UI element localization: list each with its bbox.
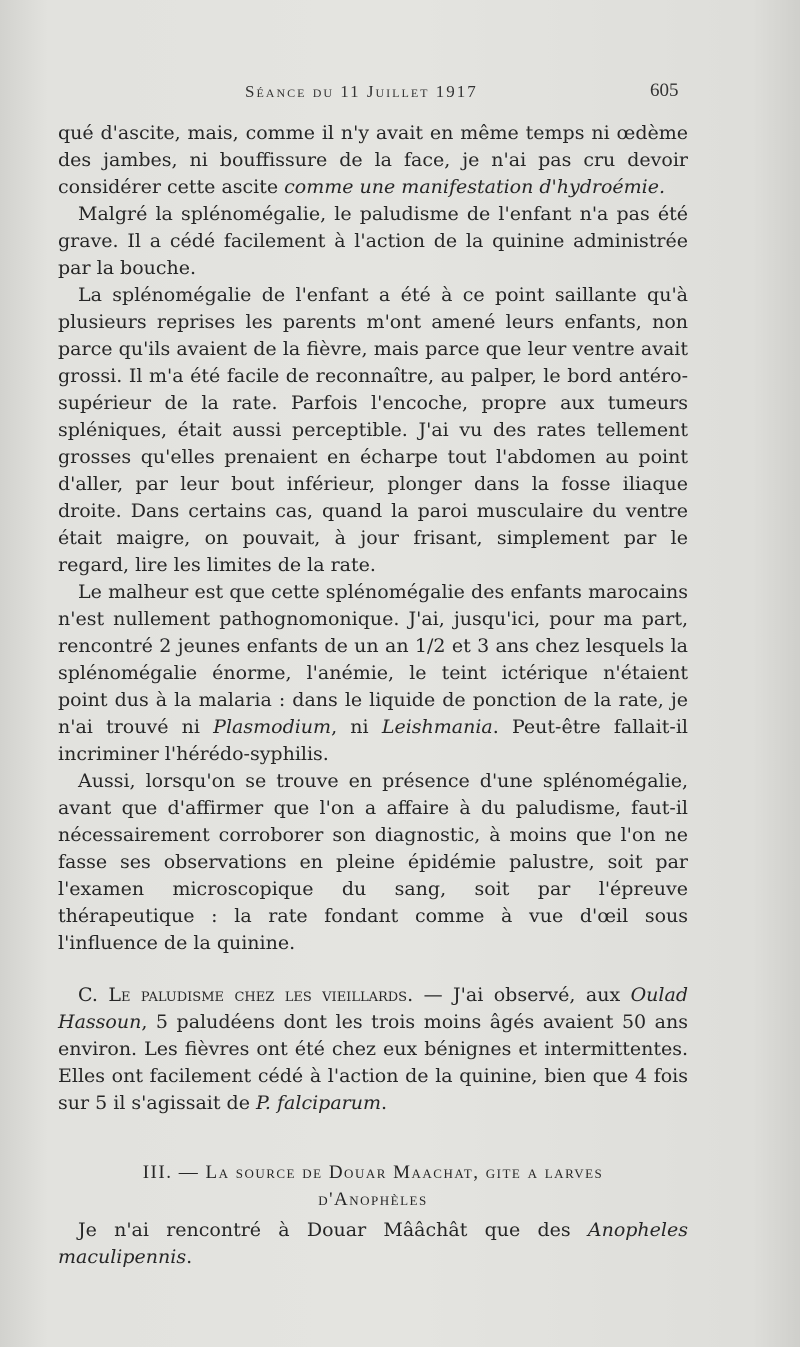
paragraph-text: , 5 paludéens dont les trois moins âgés avaient 50 ans environ. Les fièvres ont été chez eux bénignes et intermittentes. Elles ont facilement cédé à l'action de la quinine, bien que 4 fois sur 5 il s'agissait de: [58, 1011, 688, 1114]
paragraph-ascite: [58, 120, 688, 201]
paragraph-text: .: [381, 1092, 388, 1114]
paragraph-text: . Peut-être fallait-il incriminer l'hérédo-syphilis.: [58, 716, 688, 765]
paragraph-malheur: [58, 579, 688, 768]
species-name: Plasmodium: [213, 716, 332, 738]
paragraph-text: qué d'ascite, mais, comme il n'y avait en même temps ni œdème des jambes, ni bouffissure de la face, je n'ai pas cru devoir considérer cette ascite: [58, 122, 688, 198]
running-title: Séance du 11 Juillet 1917: [245, 82, 478, 101]
section-heading: [58, 1159, 688, 1213]
paragraph-aussi: Aussi, lorsqu'on se trouve en présence d'une splénomégalie, avant que d'affirmer que l'on a affaire à du paludisme, faut-il nécessairement corroborer son diagnostic, à moins que l'on ne fasse ses observations en pleine épidémie palustre, soit par l'examen microscopique du sang, soit par l'épreuve thérapeutique : la rate fondant comme à vue d'œil sous l'influence de la quinine.: [58, 770, 688, 954]
paragraph-douar: [58, 1217, 688, 1271]
heading-line: III. — La source de Douar Maachat, gite a larves: [142, 1162, 604, 1183]
heading-line: d'Anophèles: [318, 1189, 428, 1210]
running-head: [0, 76, 800, 106]
paragraph-splenomegalie: Malgré la splénomégalie, le paludisme de l'enfant n'a pas été grave. Il a cédé facilement à l'action de la quinine administrée par la bouche.: [58, 203, 688, 279]
body-text: [58, 120, 688, 1271]
paragraph-text: Je n'ai rencontré à Douar Mââchât que des: [78, 1219, 588, 1241]
paragraph-text: Le malheur est que cette splénomégalie des enfants marocains n'est nullement pathognomonique. J'ai, jusqu'ici, pour ma part, rencontré 2 jeunes enfants de un an 1/2 et 3 ans chez lesquels la splénomégalie énorme, l'anémie, le teint ictérique n'étaient point dus à la malaria : dans le liquide de ponction de la rate, je n'ai trouvé ni: [58, 581, 688, 738]
paragraph-saillante: La splénomégalie de l'enfant a été à ce point saillante qu'à plusieurs reprises les parents m'ont amené leurs enfants, non parce qu'ils avaient de la fièvre, mais parce que leur ventre avait grossi. Il m'a été facile de reconnaître, au palper, le bord antéro-supérieur de la rate. Parfois l'encoche, propre aux tumeurs spléniques, était aussi perceptible. J'ai vu des rates tellement grosses qu'elles prenaient en écharpe tout l'abdomen au point d'aller, par leur bout inférieur, plonger dans la fosse iliaque droite. Dans certains cas, quand la paroi musculaire du ventre était maigre, on pouvait, à jour frisant, simplement par le regard, lire les limites de la rate.: [58, 284, 688, 576]
page-number: 605: [650, 80, 679, 101]
paragraph-vieillards: [58, 982, 688, 1117]
italic-phrase: comme une manifestation d'hydroémie.: [284, 176, 666, 198]
species-name: Leishmania: [381, 716, 493, 738]
species-name: P. falciparum: [256, 1092, 381, 1114]
paragraph-text: — J'ai observé, aux: [413, 984, 631, 1006]
paragraph-text: .: [186, 1246, 193, 1268]
paragraph-text: , ni: [331, 716, 382, 738]
place-name: Oulad Hassoun: [58, 984, 688, 1033]
section-label: C. Le paludisme chez les vieillards.: [78, 984, 414, 1006]
species-name: Anopheles maculipennis: [58, 1219, 688, 1268]
